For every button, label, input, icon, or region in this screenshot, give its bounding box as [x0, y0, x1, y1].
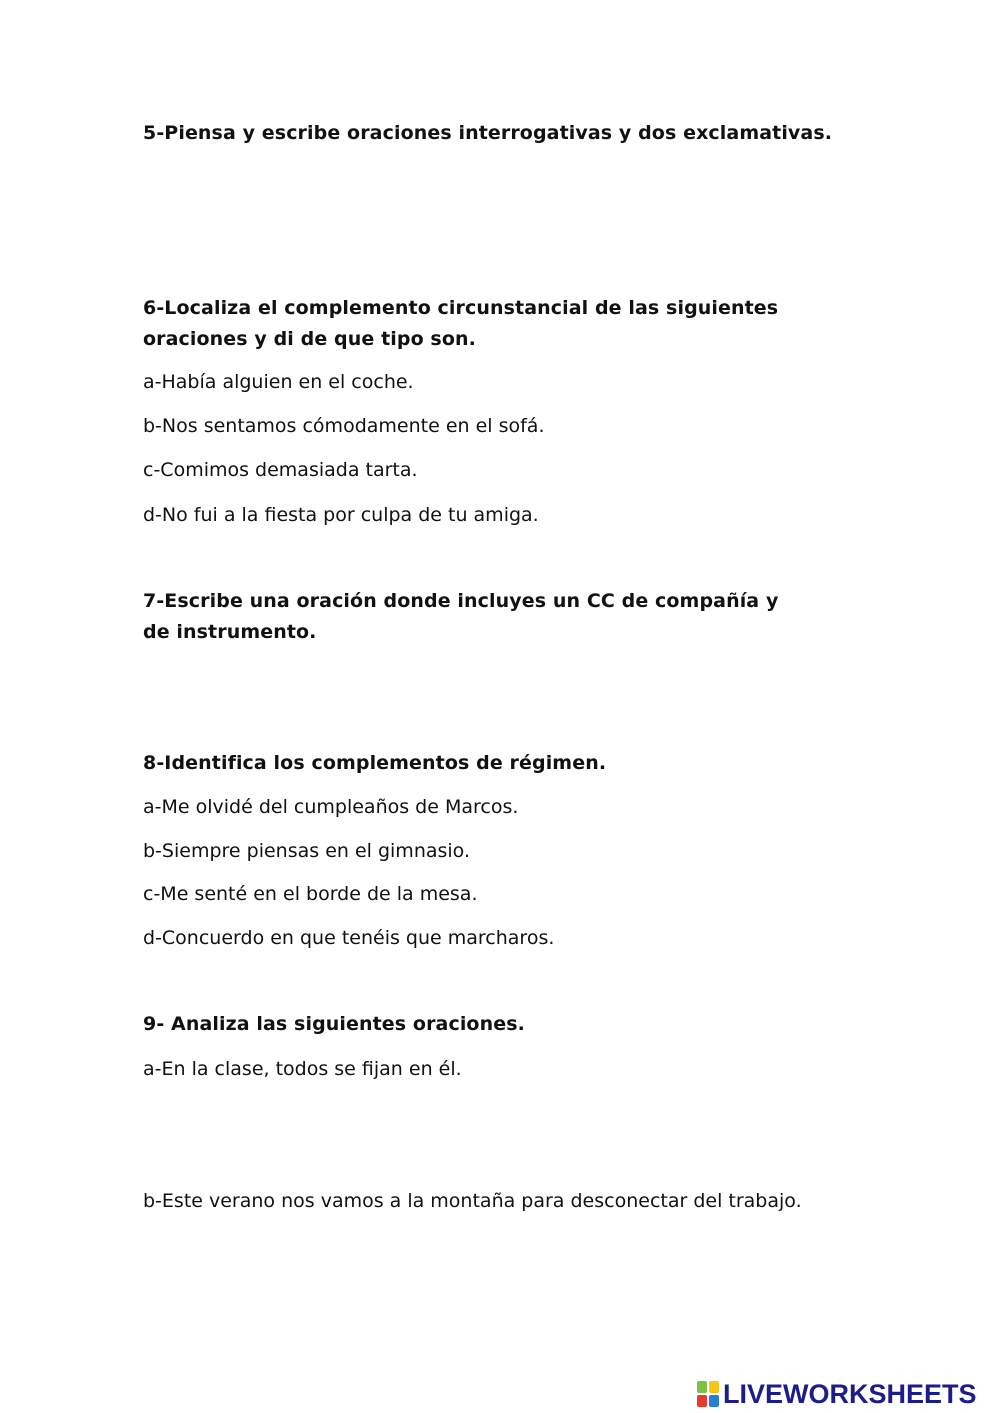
- question-8-item-b: b-Siempre piensas en el gimnasio.: [143, 840, 471, 862]
- question-9-item-a: a-En la clase, todos se fijan en él.: [143, 1058, 462, 1080]
- logo-square-blue: [709, 1395, 719, 1407]
- question-6-title: 6-Localiza el complemento circunstancial de las siguientes oraciones y di de que tipo son.: [143, 297, 779, 350]
- question-6-item-b: b-Nos sentamos cómodamente en el sofá.: [143, 415, 545, 437]
- logo-text: LIVEWORKSHEETS: [723, 1378, 977, 1409]
- question-8-item-d: d-Concuerdo en que tenéis que marcharos.: [143, 927, 555, 949]
- question-8-title: 8-Identifica los complementos de régimen.: [143, 752, 607, 774]
- question-6-item-a: a-Había alguien en el coche.: [143, 371, 414, 393]
- question-6-item-d: d-No fui a la fiesta por culpa de tu amiga.: [143, 504, 539, 526]
- liveworksheets-logo-icon: [697, 1381, 719, 1407]
- question-8-item-c: c-Me senté en el borde de la mesa.: [143, 883, 478, 905]
- logo-square-green: [697, 1381, 707, 1393]
- question-5-title: 5-Piensa y escribe oraciones interrogativas y dos exclamativas.: [143, 122, 833, 144]
- logo-square-red: [697, 1395, 707, 1407]
- question-9-item-b: b-Este verano nos vamos a la montaña para desconectar del trabajo.: [143, 1190, 802, 1212]
- question-8-item-a: a-Me olvidé del cumpleaños de Marcos.: [143, 796, 519, 818]
- liveworksheets-logo: [697, 1379, 977, 1409]
- question-9-title: 9- Analiza las siguientes oraciones.: [143, 1013, 525, 1035]
- logo-square-yellow: [709, 1381, 719, 1393]
- question-7-title: 7-Escribe una oración donde incluyes un CC de compañía y de instrumento.: [143, 590, 779, 643]
- question-6-item-c: c-Comimos demasiada tarta.: [143, 459, 418, 481]
